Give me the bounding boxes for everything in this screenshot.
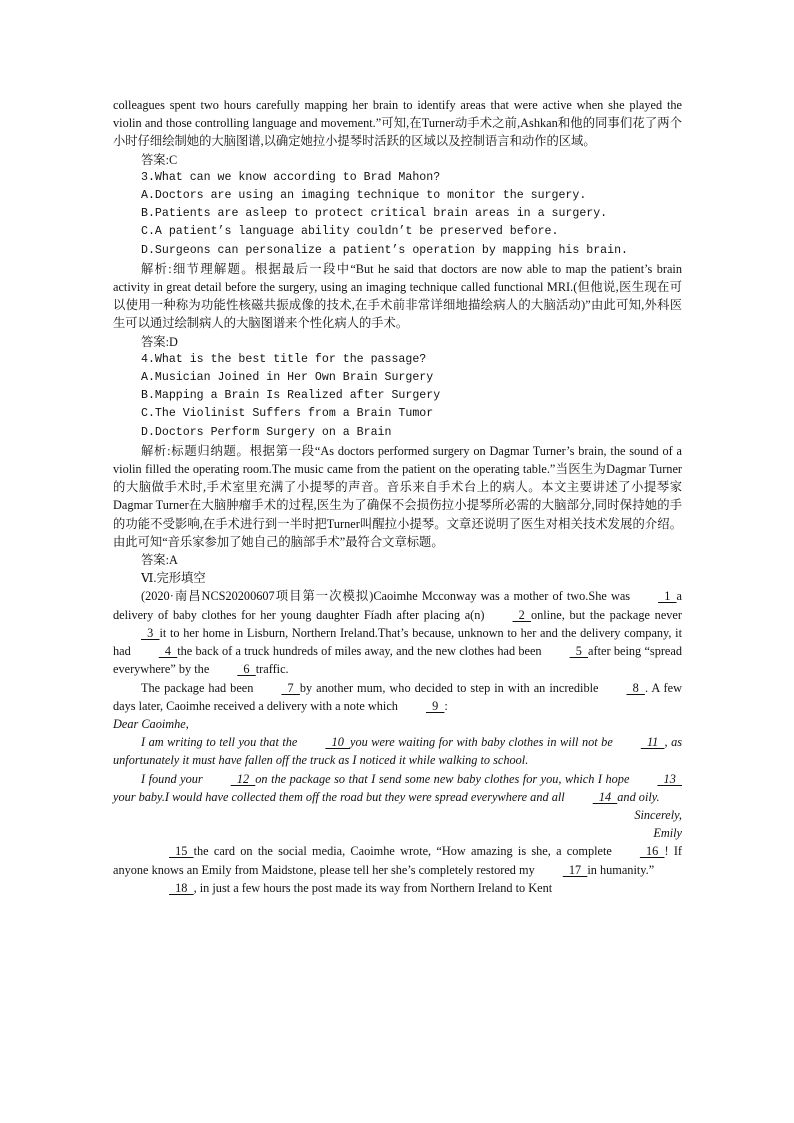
cloze-text: traffic. xyxy=(255,662,289,677)
cloze-blank-15: 15 xyxy=(169,844,194,859)
q3-option-b: B.Patients are asleep to protect critical brain areas in a surgery. xyxy=(141,207,608,221)
cloze-paragraph-4 xyxy=(113,879,682,897)
letter-salutation: Dear Caoimhe, xyxy=(113,716,189,731)
q3-option-d: D.Surgeons can personalize a patient’s operation by mapping his brain. xyxy=(141,243,629,257)
q4-explanation: 解析:标题归纳题。根据第一段“As doctors performed surgery on Dagmar Turner’s brain, the sound of a violin filled the operating room.The music came from the patient on the operating table.”当医生为Dagmar Turner的大脑做手术时,手术室里充满了小提琴的声音。音乐来自手术台上的病人。本文主要讲述了小提琴家Dagmar Turner在大脑肿瘤手术的过程,医生为了确保不会损伤拉小提琴所必需的大脑部分,同时保持她的手的功能不受影响,在手术进行到一半时把Turner叫醒拉小提琴。文章还说明了医生对相关技术发展的介绍。由此可知“音乐家参加了她自己的脑部手术”最符合文章标题。 xyxy=(113,443,682,549)
cloze-text: the card on the social media, Caoimhe wrote, “How amazing is she, a complete xyxy=(193,844,612,859)
cloze-text: Caoimhe Mcconway was a mother of two.She was xyxy=(373,589,631,604)
q4-option-a: A.Musician Joined in Her Own Brain Surgery xyxy=(141,371,434,385)
document-page xyxy=(113,96,682,897)
cloze-blank-13: 13 xyxy=(657,771,682,786)
q3-answer: 答案:D xyxy=(141,334,178,349)
cloze-blank-3: 3 xyxy=(141,625,160,640)
cloze-blank-18: 18 xyxy=(169,880,194,895)
cloze-text: it to her home in Lisburn, Northern Ireland.That’s because, unknown to her and the delivery company, it had xyxy=(113,625,682,659)
section-heading: Ⅵ.完形填空 xyxy=(141,571,206,586)
cloze-text: ! If anyone knows an Emily from Maidstone, please tell her she’s completely restored my xyxy=(113,844,683,877)
cloze-text: . A few days later, Caoimhe received a delivery with a note which xyxy=(113,680,682,713)
q3-explanation: 解析:细节理解题。根据最后一段中“But he said that doctors are now able to map the patient’s brain activity in great detail before the surgery, using an imaging technique called functional MRI.(但他说,医生现在可以使用一种称为功能性核磁共振成像的技术,在手术前非常详细地描绘病人的大脑活动)”由此可知,外科医生可以通过绘制病人的大脑图谱来个性化病人的手术。 xyxy=(113,261,682,331)
q4-option-c: C.The Violinist Suffers from a Brain Tumor xyxy=(141,407,434,421)
q2-explanation-tail: colleagues spent two hours carefully mapping her brain to identify areas that were active when she played the violin and those controlling language and movement.”可知,在Turner动手术之前,Ashkan和他的同事们花了两个小时仔细绘制她的大脑图谱,以确定她拉小提琴时活跃的区域以及控制语言和动作的区域。 xyxy=(113,98,682,149)
cloze-blank-7: 7 xyxy=(281,680,300,695)
cloze-text: I found your xyxy=(141,771,203,786)
cloze-text: your baby.I would have collected them off the road but they were spread everywhere and all xyxy=(113,789,565,804)
cloze-text: you were waiting for with baby clothes in will not be xyxy=(350,735,613,750)
letter-paragraph-1 xyxy=(113,733,682,769)
cloze-blank-16: 16 xyxy=(639,844,665,859)
q3-stem: 3.What can we know according to Brad Mahon? xyxy=(141,170,441,184)
q3-option-a: A.Doctors are using an imaging technique to monitor the surgery. xyxy=(141,189,587,203)
q4-option-b: B.Mapping a Brain Is Realized after Surgery xyxy=(141,389,441,403)
cloze-blank-2: 2 xyxy=(512,607,531,622)
cloze-text: a delivery of baby clothes for her young daughter Fíadh after placing a(n) xyxy=(113,589,682,622)
cloze-blank-8: 8 xyxy=(626,680,645,695)
cloze-text: the back of a truck hundreds of miles away, and the new clothes had been xyxy=(177,644,542,659)
q4-stem: 4.What is the best title for the passage? xyxy=(141,352,427,366)
cloze-paragraph-2 xyxy=(113,679,682,715)
cloze-blank-6: 6 xyxy=(237,662,256,677)
letter-closing: Sincerely, xyxy=(634,807,682,822)
cloze-blank-11: 11 xyxy=(640,735,665,750)
cloze-blank-12: 12 xyxy=(230,771,256,786)
cloze-text: in humanity.” xyxy=(587,862,655,877)
cloze-source: (2020·南昌NCS20200607项目第一次模拟) xyxy=(141,589,374,604)
q4-answer: 答案:A xyxy=(141,553,178,568)
cloze-blank-14: 14 xyxy=(592,789,618,804)
q3-option-c: C.A patient’s language ability couldn’t be preserved before. xyxy=(141,225,559,239)
cloze-paragraph-1 xyxy=(113,587,682,678)
cloze-paragraph-3 xyxy=(113,842,682,878)
cloze-text: , in just a few hours the post made its way from Northern Ireland to Kent xyxy=(193,880,553,895)
letter-paragraph-2 xyxy=(113,770,682,806)
cloze-blank-4: 4 xyxy=(158,644,178,659)
letter-signature: Emily xyxy=(653,826,682,841)
q4-option-d: D.Doctors Perform Surgery on a Brain xyxy=(141,425,392,439)
cloze-text: after being “spread everywhere” by the xyxy=(113,644,682,677)
cloze-text: and oily. xyxy=(617,789,660,804)
cloze-text: by another mum, who decided to step in with an incredible xyxy=(299,680,599,695)
cloze-text: , as unfortunately it must have fallen off the truck as I noticed it while walking to school. xyxy=(113,735,683,768)
cloze-text: on the package so that I send some new baby clothes for you, which I hope xyxy=(255,771,630,786)
cloze-blank-17: 17 xyxy=(562,862,588,877)
cloze-blank-5: 5 xyxy=(569,644,589,659)
cloze-blank-1: 1 xyxy=(658,589,677,604)
cloze-blank-9: 9 xyxy=(425,698,445,713)
cloze-text: I am writing to tell you that the xyxy=(141,735,298,750)
cloze-blank-10: 10 xyxy=(325,735,350,750)
cloze-text: : xyxy=(444,698,448,713)
cloze-text: online, but the package never xyxy=(530,607,682,622)
cloze-text: The package had been xyxy=(141,680,254,695)
q2-answer: 答案:C xyxy=(141,152,178,167)
